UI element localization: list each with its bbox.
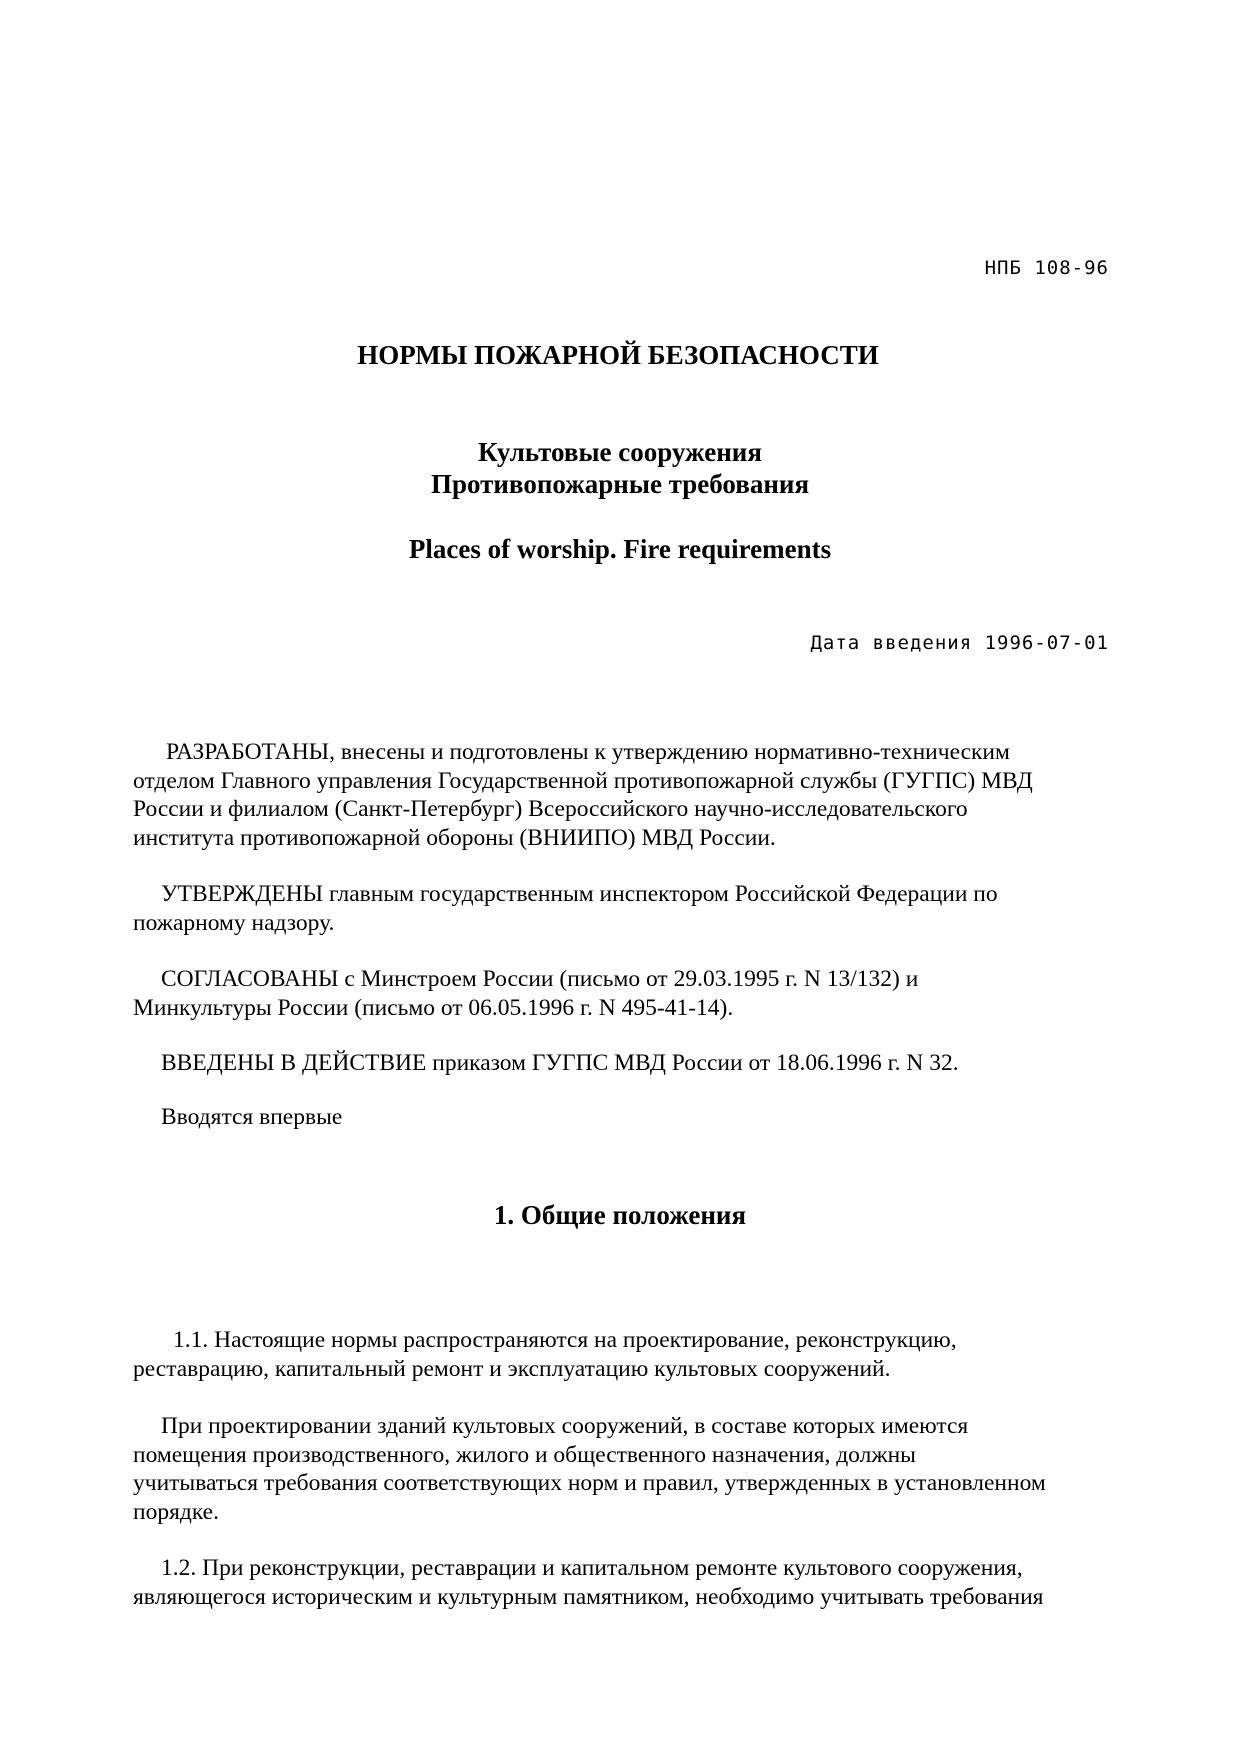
paragraph-line: отделом Главного управления Государственной противопожарной службы (ГУГПС) МВД bbox=[133, 767, 1033, 794]
introduction-date: Дата введения 1996-07-01 bbox=[810, 632, 1109, 654]
paragraph-1-2 bbox=[133, 1554, 1123, 1611]
paragraph-line: ВВЕДЕНЫ В ДЕЙСТВИЕ приказом ГУГПС МВД России от 18.06.1996 г. N 32. bbox=[161, 1050, 959, 1076]
paragraph-line: учитываться требования соответствующих норм и правил, утвержденных в установленном bbox=[133, 1470, 1046, 1496]
paragraph-1-1-design bbox=[133, 1412, 1123, 1526]
paragraph-line: реставрацию, капитальный ремонт и эксплуатацию культовых сооружений. bbox=[133, 1355, 891, 1382]
paragraph-line: помещения производственного, жилого и общественного назначения, должны bbox=[133, 1441, 916, 1468]
paragraph-line: Вводятся впервые bbox=[161, 1104, 343, 1130]
paragraph-1-1 bbox=[133, 1326, 1123, 1383]
paragraph-enacted bbox=[133, 1049, 1123, 1078]
subtitle-places-of-worship: Культовые сооружения bbox=[478, 437, 762, 467]
english-title: Places of worship. Fire requirements bbox=[408, 534, 832, 564]
paragraph-line: института противопожарной обороны (ВНИИПО) МВД России. bbox=[133, 824, 776, 851]
paragraph-line: пожарному надзору. bbox=[133, 909, 335, 936]
paragraph-agreed bbox=[133, 965, 1123, 1022]
paragraph-line: являющегося историческим и культурным памятником, необходимо учитывать требования bbox=[133, 1583, 1044, 1610]
paragraph-line: РАЗРАБОТАНЫ, внесены и подготовлены к утверждению нормативно-техническим bbox=[166, 739, 1010, 765]
paragraph-line: 1.1. Настоящие нормы распространяются на проектирование, реконструкцию, bbox=[173, 1327, 957, 1353]
paragraph-line: СОГЛАСОВАНЫ с Минстроем России (письмо от 29.03.1995 г. N 13/132) и bbox=[161, 966, 919, 992]
paragraph-first-time bbox=[133, 1103, 1123, 1132]
paragraph-line: России и филиалом (Санкт-Петербург) Всероссийского научно-исследовательского bbox=[133, 796, 968, 822]
paragraph-line: Минкультуры России (письмо от 06.05.1996 г. N 495-41-14). bbox=[133, 994, 734, 1021]
section-heading: 1. Общие положения bbox=[493, 1200, 747, 1230]
paragraph-line: порядке. bbox=[133, 1498, 219, 1525]
main-title: НОРМЫ ПОЖАРНОЙ БЕЗОПАСНОСТИ bbox=[357, 340, 879, 370]
subtitle-fire-requirements: Противопожарные требования bbox=[430, 469, 810, 499]
paragraph-line: При проектировании зданий культовых сооружений, в составе которых имеются bbox=[161, 1413, 969, 1439]
paragraph-developed bbox=[133, 738, 1123, 852]
paragraph-line: УТВЕРЖДЕНЫ главным государственным инспектором Российской Федерации по bbox=[161, 881, 998, 907]
paragraph-approved bbox=[133, 880, 1123, 937]
document-code: НПБ 108-96 bbox=[984, 257, 1109, 279]
paragraph-line: 1.2. При реконструкции, реставрации и капитальном ремонте культового сооружения, bbox=[161, 1555, 1023, 1581]
